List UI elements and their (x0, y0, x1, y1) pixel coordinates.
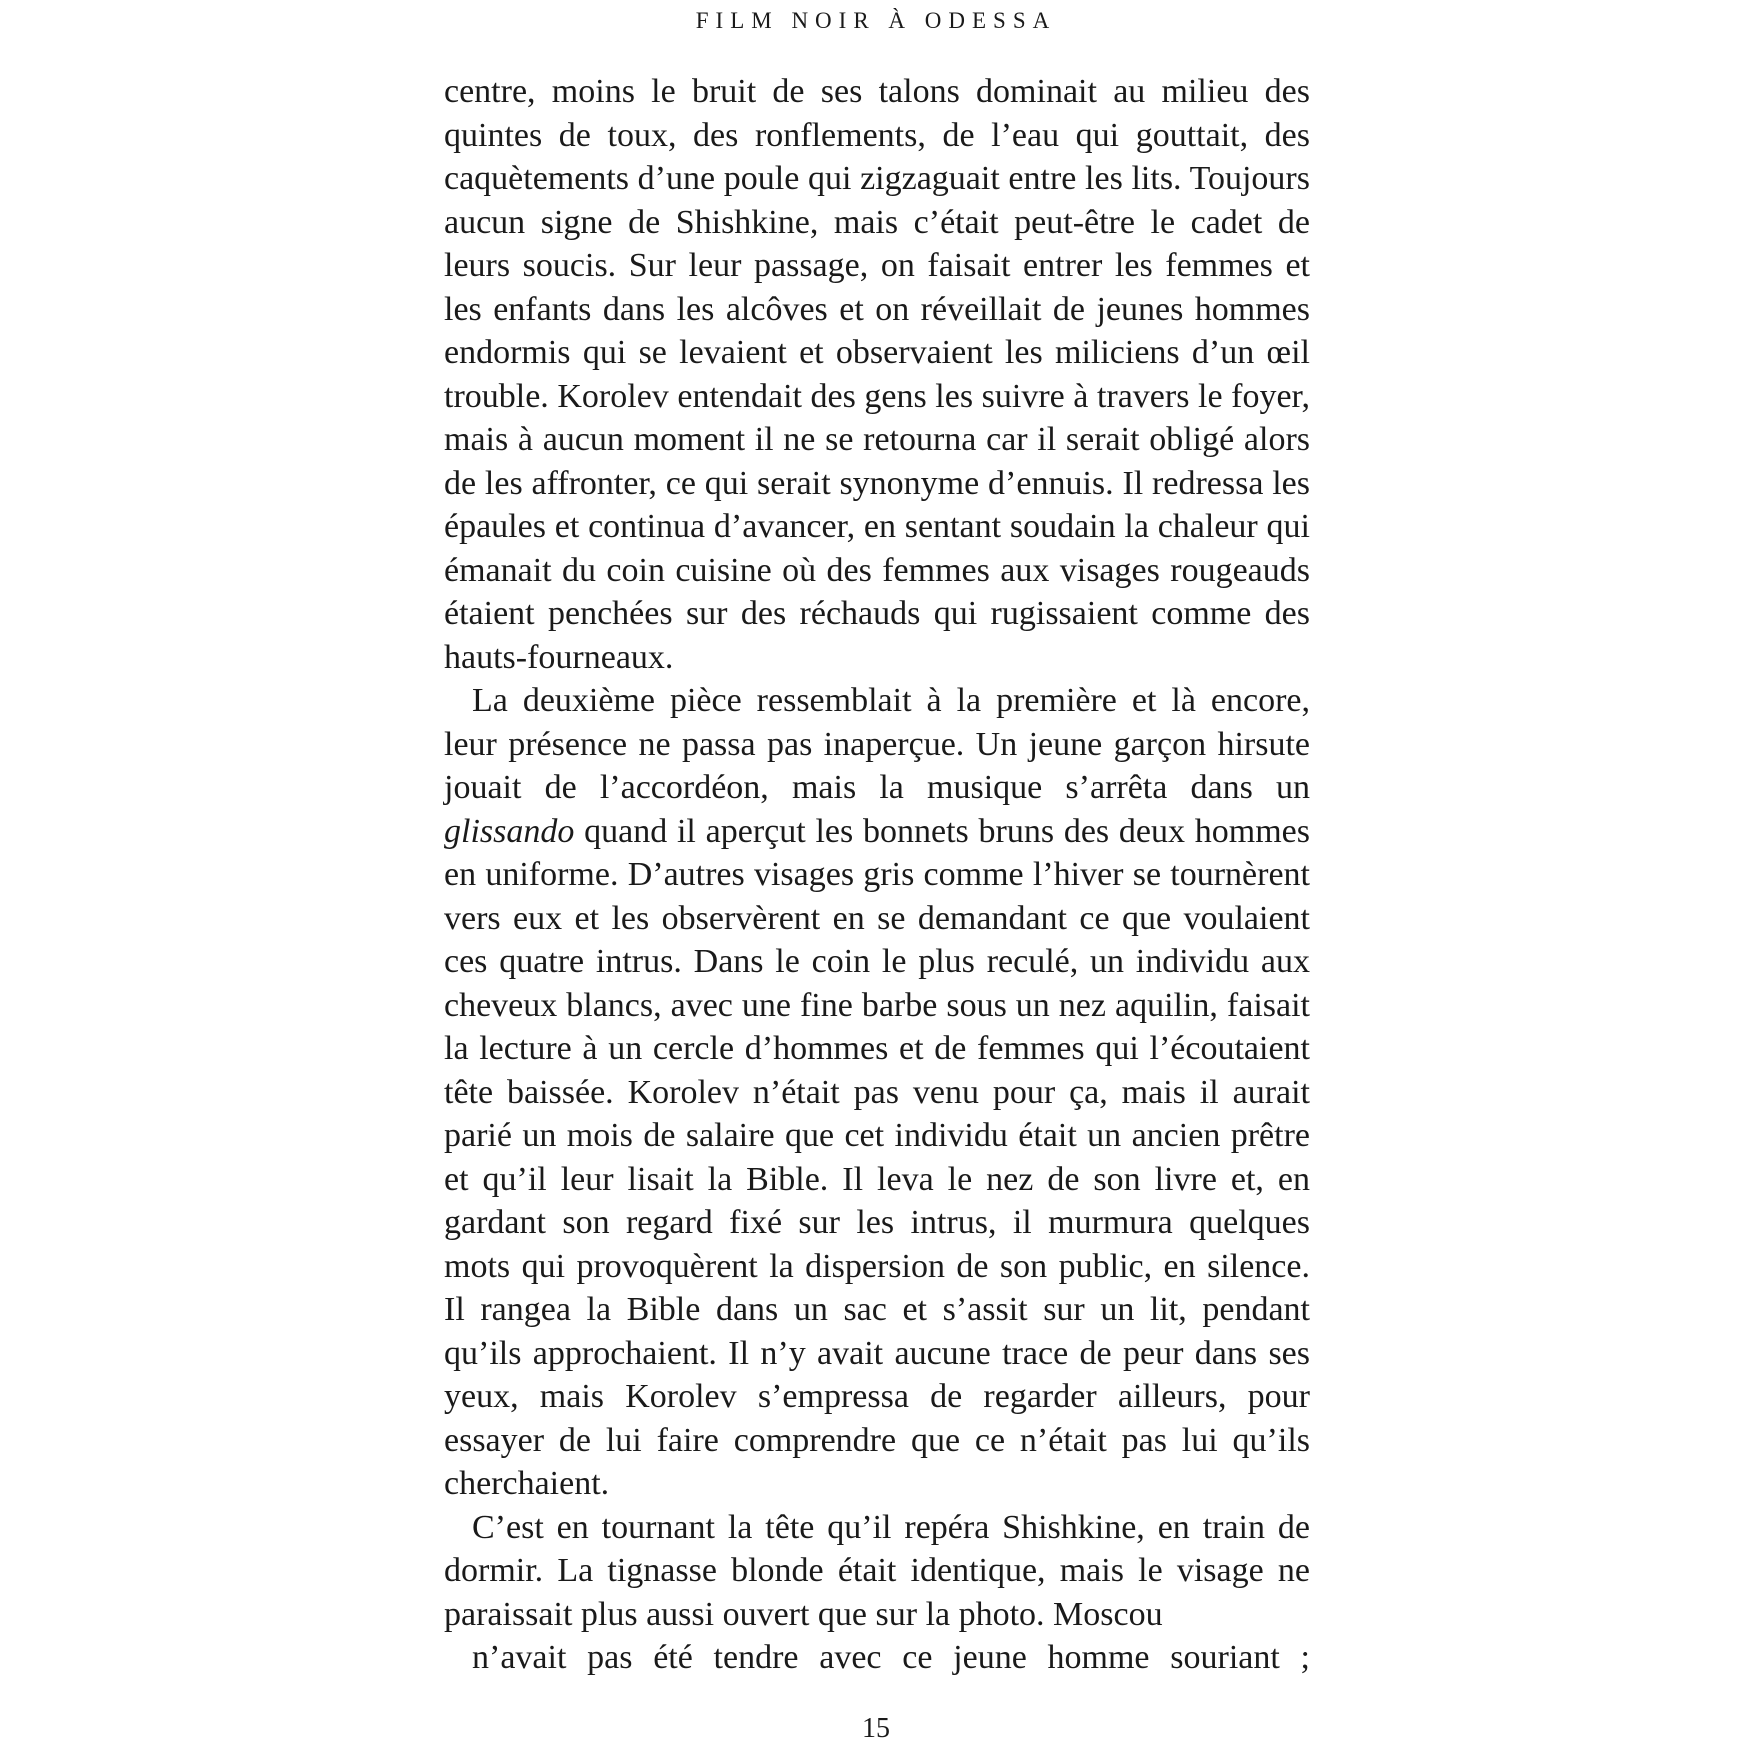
paragraph-3 (444, 1506, 1310, 1680)
page-number: 15 (862, 1713, 890, 1744)
paragraph-2 (444, 679, 1310, 1506)
paragraph-2-text-start: La deuxième pièce ressemblait à la première et là encore, leur présence ne passa pas inaperçue. Un jeune garçon hirsute jouait de l’accordéon, mais la musique s’arrêta dans un (444, 682, 1310, 806)
paragraph-2-italic-term: glissando (444, 812, 575, 850)
paragraph-3-last-line: n’avait pas été tendre avec ce jeune homme souriant ; (472, 1639, 1310, 1676)
body-text (444, 70, 1310, 1680)
paragraph-3-text: C’est en tournant la tête qu’il repéra Shishkine, en train de dormir. La tignasse blonde était identique, mais le visage ne paraissait plus aussi ouvert que sur la photo. Moscou (444, 1508, 1310, 1633)
paragraph-1: centre, moins le bruit de ses talons dominait au milieu des quintes de toux, des ronflements, de l’eau qui gouttait, des caquètements d’une poule qui zigzaguait entre les lits. Toujours aucun signe de Shishkine, mais c’était peut-être le cadet de leurs soucis. Sur leur passage, on faisait entrer les femmes et les enfants dans les alcôves et on réveillait de jeunes hommes endormis qui se levaient et observaient les miliciens d’un œil trouble. Korolev entendait des gens les suivre à travers le foyer, mais à aucun moment il ne se retourna car il serait obligé alors de les affronter, ce qui serait synonyme d’ennuis. Il redressa les épaules et continua d’avancer, en sentant soudain la chaleur qui émanait du coin cuisine où des femmes aux visages rougeauds étaient penchées sur des réchauds qui rugissaient comme des hauts-fourneaux. (444, 73, 1310, 676)
running-head-title: FILM NOIR À ODESSA (695, 8, 1057, 33)
paragraph-2-text-end: quand il aperçut les bonnets bruns des deux hommes en uniforme. D’autres visages gris comme l’hiver se tournèrent vers eux et les observèrent en se demandant ce que voulaient ces quatre intrus. Dans le coin le plus reculé, un individu aux cheveux blancs, avec une fine barbe sous un nez aquilin, faisait la lecture à un cercle d’hommes et de femmes qui l’écoutaient tête baissée. Korolev n’était pas venu pour ça, mais il aurait parié un mois de salaire que cet individu était un ancien prêtre et qu’il leur lisait la Bible. Il leva le nez de son livre et, en gardant son regard fixé sur les intrus, il murmura quelques mots qui provoquèrent la dispersion de son public, en silence. Il rangea la Bible dans un sac et s’assit sur un lit, pendant qu’ils approchaient. Il n’y avait aucune trace de peur dans ses yeux, mais Korolev s’empressa de regarder ailleurs, pour essayer de lui faire comprendre que ce n’était pas lui qu’ils cherchaient. (444, 812, 1310, 1502)
